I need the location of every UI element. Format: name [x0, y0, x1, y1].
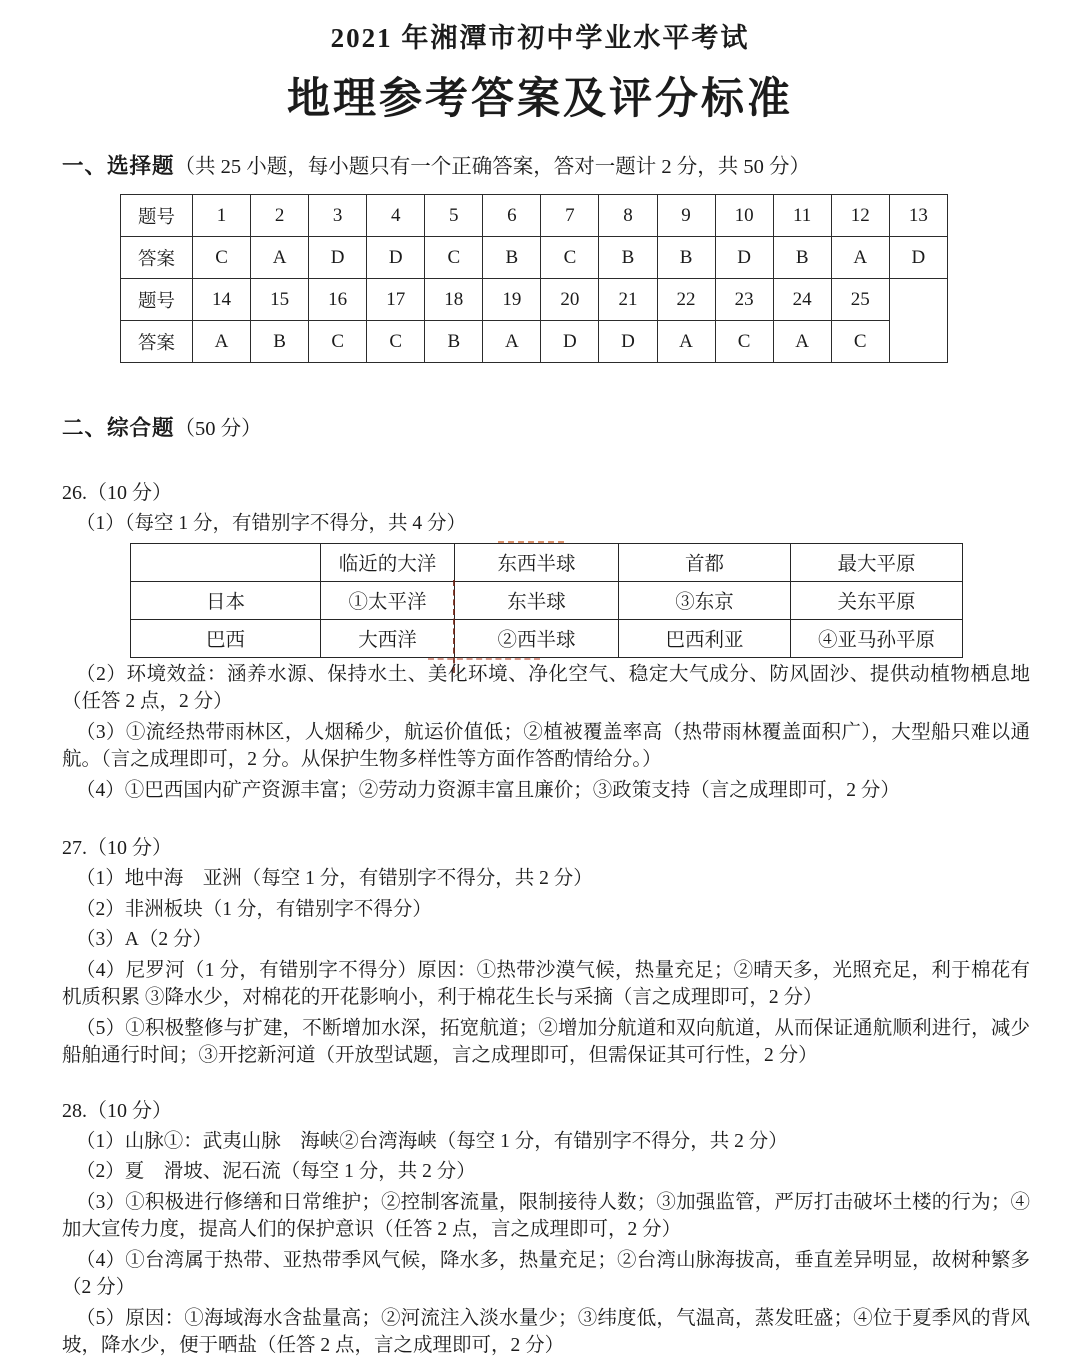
table-cell: B	[483, 237, 541, 279]
question-26-number: 26.（10 分）	[62, 482, 172, 504]
column-header: 临近的大洋	[321, 543, 455, 581]
table-cell: 16	[309, 279, 367, 321]
section-heading-comprehensive-note: （50 分）	[174, 418, 262, 440]
table-cell: D	[367, 237, 425, 279]
table-cell: 巴西利亚	[619, 619, 791, 657]
table-cell: 3	[309, 195, 367, 237]
q28-part4: （4）①台湾属于热带、亚热带季风气候，降水多，热量充足；②台湾山脉海拔高，垂直差异明显，故树种繁多（2 分）	[62, 1249, 1030, 1298]
table-row-answers-2	[121, 321, 948, 363]
table-cell: D	[889, 237, 947, 279]
table-cell: 23	[715, 279, 773, 321]
table-cell: 1	[193, 195, 251, 237]
page-title: 地理参考答案及评分标准	[287, 76, 793, 123]
table-cell: A	[483, 321, 541, 363]
row-label: 题号	[121, 279, 193, 321]
table-cell: 9	[657, 195, 715, 237]
document-header	[0, 0, 1080, 126]
table-cell: A	[657, 321, 715, 363]
exam-title: 2021 年湘潭市初中学业水平考试	[330, 23, 750, 53]
table-cell: D	[715, 237, 773, 279]
section-heading-choice-note: （共 25 小题，每小题只有一个正确答案，答对一题计 2 分，共 50 分）	[174, 156, 811, 178]
table-cell: B	[773, 237, 831, 279]
table-cell-empty	[131, 543, 321, 581]
table-cell: 17	[367, 279, 425, 321]
table-cell: 15	[251, 279, 309, 321]
table-cell: 13	[889, 195, 947, 237]
table-cell: A	[773, 321, 831, 363]
table-cell: A	[831, 237, 889, 279]
choice-answer-table	[120, 194, 948, 363]
q27-part4: （4）尼罗河（1 分，有错别字不得分）原因：①热带沙漠气候，热量充足；②晴天多，光照充足，利于棉花有机质积累 ③降水少，对棉花的开花影响小，利于棉花生长与采摘（言之成理即可，2 分）	[62, 959, 1030, 1008]
q26-part1: （1）（每空 1 分，有错别字不得分，共 4 分）	[76, 513, 467, 534]
question-27-number: 27.（10 分）	[62, 837, 172, 859]
q26-comparison-table	[130, 543, 963, 658]
q28-part1: （1）山脉①：武夷山脉 海峡②台湾海峡（每空 1 分，有错别字不得分，共 2 分）	[76, 1130, 788, 1152]
table-cell: 24	[773, 279, 831, 321]
table-cell: ④亚马孙平原	[791, 619, 963, 657]
table-cell: 7	[541, 195, 599, 237]
column-header: 首都	[619, 543, 791, 581]
row-label: 巴西	[131, 619, 321, 657]
table-row-numbers-1	[121, 195, 948, 237]
q28-part5: （5）原因：①海域海水含盐量高；②河流注入淡水量少；③纬度低，气温高，蒸发旺盛；④位于夏季风的背风坡，降水少，便于晒盐（任答 2 点，言之成理即可，2 分）	[62, 1307, 1030, 1356]
section-heading-comprehensive-title: 二、综合题	[62, 416, 175, 440]
table-row-brazil	[131, 619, 963, 657]
document-body	[0, 153, 1080, 1360]
table-cell: 4	[367, 195, 425, 237]
table-cell: ③东京	[619, 581, 791, 619]
table-cell: C	[309, 321, 367, 363]
q26-part3: （3）①流经热带雨林区，人烟稀少，航运价值低；②植被覆盖率高（热带雨林覆盖面积广），大型船只难以通航。（言之成理即可，2 分。从保护生物多样性等方面作答酌情给分。）	[62, 721, 1030, 770]
table-cell: 19	[483, 279, 541, 321]
table-row-numbers-2	[121, 279, 948, 321]
table-cell: D	[541, 321, 599, 363]
table-cell: 8	[599, 195, 657, 237]
table-cell: 关东平原	[791, 581, 963, 619]
q26-table-wrapper	[130, 543, 962, 658]
table-cell: ②西半球	[455, 619, 619, 657]
table-cell: 21	[599, 279, 657, 321]
table-cell: 东半球	[455, 581, 619, 619]
question-28-number: 28.（10 分）	[62, 1099, 172, 1122]
q27-part2: （2）非洲板块（1 分，有错别字不得分）	[76, 898, 432, 920]
table-cell: 20	[541, 279, 599, 321]
table-cell: B	[599, 237, 657, 279]
table-cell: C	[715, 321, 773, 363]
q26-part2: （2）环境效益：涵养水源、保持水土、美化环境、净化空气、稳定大气成分、防风固沙、提供动植物栖息地（任答 2 点，2 分）	[62, 663, 1030, 712]
table-cell: C	[193, 237, 251, 279]
table-cell: 2	[251, 195, 309, 237]
table-cell: D	[599, 321, 657, 363]
table-cell: 5	[425, 195, 483, 237]
row-label: 日本	[131, 581, 321, 619]
table-cell: B	[251, 321, 309, 363]
table-cell: 10	[715, 195, 773, 237]
scan-artifact-bottom-dashes	[428, 658, 540, 660]
table-cell: 18	[425, 279, 483, 321]
q27-part5: （5）①积极整修与扩建，不断增加水深，拓宽航道；②增加分航道和双向航道，从而保证通航顺利进行，减少船舶通行时间；③开挖新河道（开放型试题，言之成理即可，但需保证其可行性，2 分）	[62, 1017, 1030, 1066]
table-cell: ①太平洋	[321, 581, 455, 619]
table-cell: B	[425, 321, 483, 363]
table-cell: 大西洋	[321, 619, 455, 657]
section-heading-comprehensive	[62, 415, 1030, 443]
table-cell: B	[657, 237, 715, 279]
table-cell: C	[541, 237, 599, 279]
table-row-header	[131, 543, 963, 581]
table-cell: A	[251, 237, 309, 279]
table-cell: D	[309, 237, 367, 279]
column-header: 最大平原	[791, 543, 963, 581]
table-cell: 25	[831, 279, 889, 321]
table-cell: 12	[831, 195, 889, 237]
table-cell: C	[367, 321, 425, 363]
row-label: 答案	[121, 237, 193, 279]
table-cell: 6	[483, 195, 541, 237]
table-cell: A	[193, 321, 251, 363]
q27-part3: （3）A（2 分）	[76, 929, 212, 950]
row-label: 题号	[121, 195, 193, 237]
q28-part2: （2）夏 滑坡、泥石流（每空 1 分，共 2 分）	[76, 1161, 476, 1182]
q28-part3: （3）①积极进行修缮和日常维护；②控制客流量，限制接待人数；③加强监管，严厉打击破坏土楼的行为；④加大宣传力度，提高人们的保护意识（任答 2 点，言之成理即可，2 分）	[62, 1191, 1030, 1240]
table-cell: C	[831, 321, 889, 363]
row-label: 答案	[121, 321, 193, 363]
table-cell: 11	[773, 195, 831, 237]
table-cell: 22	[657, 279, 715, 321]
column-header: 东西半球	[455, 543, 619, 581]
table-cell: C	[425, 237, 483, 279]
section-heading-choice	[62, 153, 1030, 181]
table-cell: 14	[193, 279, 251, 321]
table-row-japan	[131, 581, 963, 619]
section-heading-choice-title: 一、选择题	[62, 154, 175, 178]
q26-part4: （4）①巴西国内矿产资源丰富；②劳动力资源丰富且廉价；③政策支持（言之成理即可，2 分）	[76, 779, 900, 801]
table-row-answers-1	[121, 237, 948, 279]
table-cell-empty	[889, 279, 947, 363]
q27-part1: （1）地中海 亚洲（每空 1 分，有错别字不得分，共 2 分）	[76, 868, 593, 889]
